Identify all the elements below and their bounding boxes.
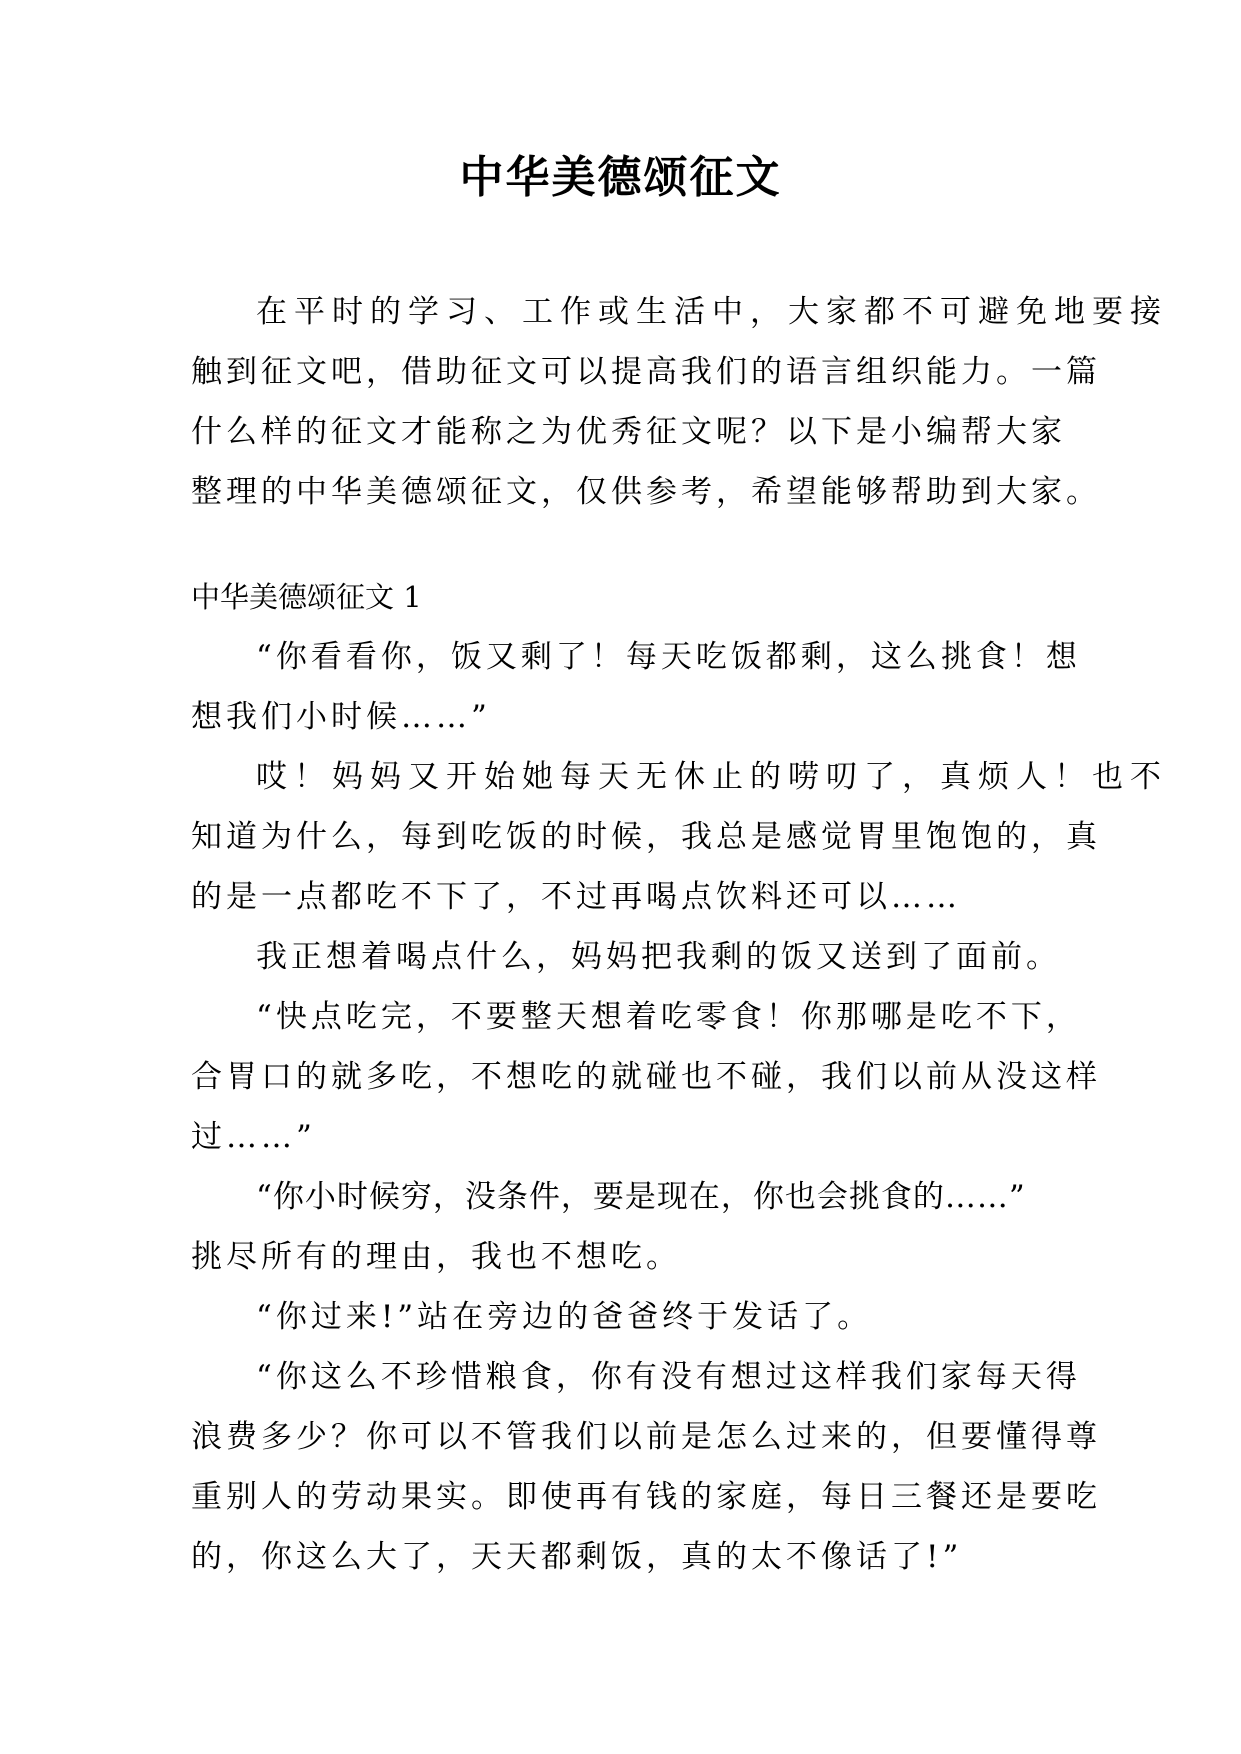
body-line: 想我们小时候……”	[191, 699, 491, 735]
body-line: “你看看你，饭又剩了！每天吃饭都剩，这么挑食！想	[256, 639, 1081, 675]
body-line: “你过来!”站在旁边的爸爸终于发话了。	[256, 1299, 873, 1335]
section-heading: 中华美德颂征文 1	[191, 580, 422, 614]
body-line: 的是一点都吃不下了，不过再喝点饮料还可以……	[191, 879, 961, 915]
intro-line: 触到征文吧，借助征文可以提高我们的语言组织能力。一篇	[191, 354, 1101, 390]
body-line: “你小时候穷，没条件，要是现在，你也会挑食的……”	[256, 1179, 1026, 1215]
body-line: 合胃口的就多吃，不想吃的就碰也不碰，我们以前从没这样	[191, 1059, 1101, 1095]
body-line: 过……”	[191, 1119, 316, 1155]
intro-line: 在平时的学习、工作或生活中，大家都不可避免地要接	[256, 294, 1168, 330]
document-title: 中华美德颂征文	[459, 152, 782, 203]
body-line: 浪费多少？你可以不管我们以前是怎么过来的，但要懂得尊	[191, 1419, 1101, 1455]
body-line: “你这么不珍惜粮食，你有没有想过这样我们家每天得	[256, 1359, 1081, 1395]
body-line: 知道为什么，每到吃饭的时候，我总是感觉胃里饱饱的，真	[191, 819, 1101, 855]
intro-line: 什么样的征文才能称之为优秀征文呢？以下是小编帮大家	[191, 414, 1066, 450]
body-line: 我正想着喝点什么，妈妈把我剩的饭又送到了面前。	[256, 939, 1061, 975]
intro-line: 整理的中华美德颂征文，仅供参考，希望能够帮助到大家。	[191, 474, 1101, 510]
body-line: 挑尽所有的理由，我也不想吃。	[191, 1239, 681, 1275]
body-line: 重别人的劳动果实。即使再有钱的家庭，每日三餐还是要吃	[191, 1479, 1101, 1515]
body-line: “快点吃完，不要整天想着吃零食！你那哪是吃不下，	[256, 999, 1081, 1035]
body-line: 哎！妈妈又开始她每天无休止的唠叨了，真烦人！也不	[256, 759, 1168, 795]
body-line: 的，你这么大了，天天都剩饭，真的太不像话了!”	[191, 1539, 963, 1575]
